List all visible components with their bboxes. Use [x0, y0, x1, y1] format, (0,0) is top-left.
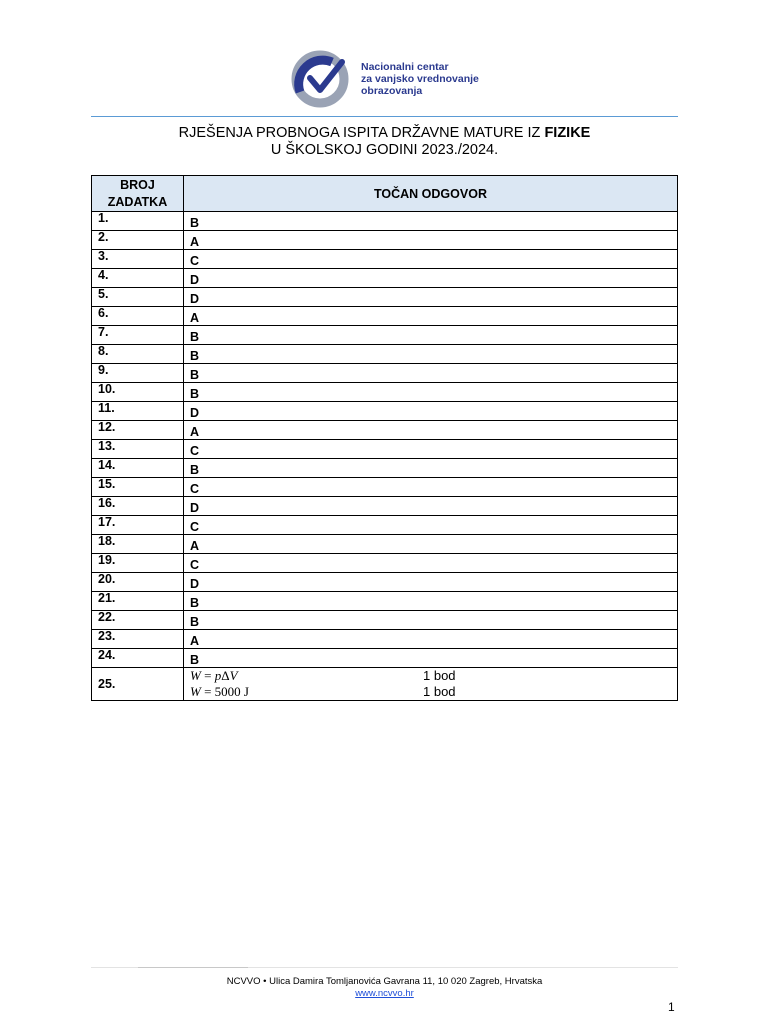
task-number: 21. — [92, 592, 184, 611]
answer-letter: B — [184, 383, 678, 402]
table-row — [92, 535, 678, 554]
answer-letter: D — [184, 402, 678, 421]
header-task-number-line-1: BROJ — [120, 178, 155, 192]
task-number: 3. — [92, 250, 184, 269]
task-number: 17. — [92, 516, 184, 535]
table-row — [92, 573, 678, 592]
answer-letter: A — [184, 630, 678, 649]
header-divider — [91, 116, 678, 117]
points-2: 1 bod — [423, 684, 456, 699]
title-line-2: U ŠKOLSKOJ GODINI 2023./2024. — [270, 142, 499, 158]
answer-letter: C — [184, 440, 678, 459]
header-correct-answer: TOČAN ODGOVOR — [184, 176, 678, 212]
task-number: 24. — [92, 649, 184, 668]
logo-line-2: za vanjsko vrednovanje — [361, 73, 479, 85]
table-row — [92, 383, 678, 402]
task-25-solution — [184, 668, 678, 701]
logo-line-1: Nacionalni centar — [361, 61, 449, 73]
table-row — [92, 630, 678, 649]
task-number: 7. — [92, 326, 184, 345]
task-number: 2. — [92, 231, 184, 250]
answer-letter: D — [184, 269, 678, 288]
table-row — [92, 649, 678, 668]
answer-letter: D — [184, 288, 678, 307]
answer-letter: B — [184, 459, 678, 478]
answer-letter: B — [184, 611, 678, 630]
task-number: 19. — [92, 554, 184, 573]
title-line-1 — [91, 125, 678, 142]
task-number: 10. — [92, 383, 184, 402]
table-row — [92, 554, 678, 573]
table-row — [92, 231, 678, 250]
footer-address: NCVVO • Ulica Damira Tomljanovića Gavrana 11, 10 020 Zagreb, Hrvatska — [226, 976, 543, 987]
table-body — [92, 212, 678, 668]
task-number: 22. — [92, 611, 184, 630]
page-number: 1 — [668, 1000, 675, 1014]
table-header-row — [92, 176, 678, 212]
answer-letter: B — [184, 345, 678, 364]
task-number: 4. — [92, 269, 184, 288]
task-number: 18. — [92, 535, 184, 554]
task-number: 14. — [92, 459, 184, 478]
answer-letter: C — [184, 516, 678, 535]
table-row — [92, 516, 678, 535]
header-task-number — [92, 176, 184, 212]
table-row — [92, 250, 678, 269]
footer — [91, 976, 678, 1000]
solution-line-2 — [190, 684, 671, 700]
task-number: 13. — [92, 440, 184, 459]
answer-letter: A — [184, 421, 678, 440]
table-row — [92, 307, 678, 326]
table-row — [92, 478, 678, 497]
task-number: 8. — [92, 345, 184, 364]
points-1: 1 bod — [423, 668, 456, 683]
answers-table — [91, 175, 678, 701]
title-subject: FIZIKE — [544, 125, 591, 141]
table-row — [92, 212, 678, 231]
solution-line-1 — [190, 668, 671, 684]
logo-text — [361, 61, 479, 97]
table-row — [92, 364, 678, 383]
table-row — [92, 326, 678, 345]
task-number: 9. — [92, 364, 184, 383]
table-row — [92, 269, 678, 288]
table-row — [92, 459, 678, 478]
title-prefix: RJEŠENJA PROBNOGA ISPITA DRŽAVNE MATURE IZ — [178, 125, 545, 141]
footer-divider-accent — [138, 967, 248, 968]
logo-line-3: obrazovanja — [361, 85, 423, 97]
table-row — [92, 592, 678, 611]
task-number: 6. — [92, 307, 184, 326]
task-number: 12. — [92, 421, 184, 440]
formula-result: W = 5000 J — [190, 684, 249, 699]
task-number: 15. — [92, 478, 184, 497]
ncvvo-logo — [290, 48, 490, 110]
answer-letter: C — [184, 554, 678, 573]
table-row — [92, 421, 678, 440]
task-number: 1. — [92, 212, 184, 231]
checkmark-logo-icon — [290, 48, 358, 110]
task-number: 16. — [92, 497, 184, 516]
answer-letter: A — [184, 535, 678, 554]
task-number: 25. — [92, 668, 184, 701]
answer-letter: D — [184, 573, 678, 592]
table-row-25 — [92, 668, 678, 701]
table-row — [92, 288, 678, 307]
answer-letter: B — [184, 212, 678, 231]
table-row — [92, 440, 678, 459]
answer-letter: B — [184, 364, 678, 383]
table-row — [92, 345, 678, 364]
task-number: 23. — [92, 630, 184, 649]
answer-letter: C — [184, 478, 678, 497]
answer-letter: B — [184, 592, 678, 611]
task-number: 5. — [92, 288, 184, 307]
answer-letter: B — [184, 649, 678, 668]
table-row — [92, 402, 678, 421]
answer-letter: C — [184, 250, 678, 269]
header-task-number-line-2: ZADATKA — [107, 194, 168, 209]
formula-work: W = pΔV — [190, 668, 238, 683]
footer-website-link[interactable]: www.ncvvo.hr — [355, 988, 414, 999]
answer-letter: A — [184, 307, 678, 326]
table-row — [92, 497, 678, 516]
document-title — [91, 125, 678, 159]
task-number: 11. — [92, 402, 184, 421]
answer-letter: B — [184, 326, 678, 345]
task-number: 20. — [92, 573, 184, 592]
table-row — [92, 611, 678, 630]
answer-letter: D — [184, 497, 678, 516]
answer-letter: A — [184, 231, 678, 250]
